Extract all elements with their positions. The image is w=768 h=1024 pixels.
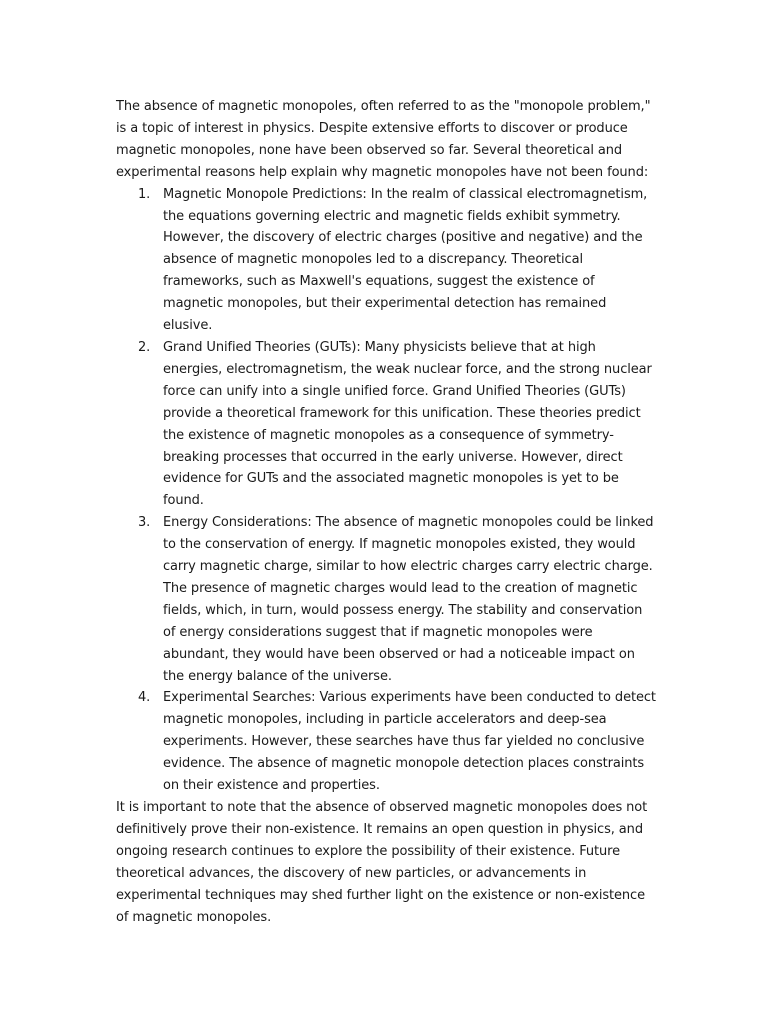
list-item-text: Energy Considerations: The absence of magnetic monopoles could be linked to the conservation of energy. If magnetic monopoles existed, they would carry magnetic charge, similar to how electric charges carry electric charge. The presence of magnetic charges would lead to the creation of magnetic fields, which, in turn, would possess energy. The stability and conservation of energy considerations suggest that if magnetic monopoles were abundant, they would have been observed or had a noticeable impact on the energy balance of the universe. <box>163 515 654 684</box>
conclusion-paragraph: It is important to note that the absence of observed magnetic monopoles does not definitively prove their non-existence. It remains an open question in physics, and ongoing research continues to explore the possibility of their existence. Future theoretical advances, the discovery of new particles, or advancements in experimental techniques may shed further light on the existence or non-existence of magnetic monopoles. <box>116 800 648 925</box>
document-page <box>116 96 656 928</box>
list-item-number: 1. <box>138 186 151 202</box>
list-item <box>116 184 656 337</box>
list-item <box>116 512 656 687</box>
list-item-number: 4. <box>138 690 151 706</box>
list-item-number: 2. <box>138 339 151 355</box>
list-item-text: Grand Unified Theories (GUTs): Many physicists believe that at high energies, electromagnetism, the weak nuclear force, and the strong nuclear force can unify into a single unified force. Grand Unified Theories (GUTs) provide a theoretical framework for this unification. These theories predict the existence of magnetic monopoles as a consequence of symmetry-breaking processes that occurred in the early universe. However, direct evidence for GUTs and the associated magnetic monopoles is yet to be found. <box>163 339 652 509</box>
list-item-text: Experimental Searches: Various experiments have been conducted to detect magnetic monopoles, including in particle accelerators and deep-sea experiments. However, these searches have thus far yielded no conclusive evidence. The absence of magnetic monopole detection places constraints on their existence and properties. <box>163 690 656 794</box>
list-item <box>116 687 656 797</box>
intro-paragraph: The absence of magnetic monopoles, often referred to as the "monopole problem," is a topic of interest in physics. Despite extensive efforts to discover or produce magnetic monopoles, none have been observed so far. Several theoretical and experimental reasons help explain why magnetic monopoles have not been found: <box>116 99 651 180</box>
reasons-list <box>116 184 656 797</box>
list-item-text: Magnetic Monopole Predictions: In the realm of classical electromagnetism, the equations governing electric and magnetic fields exhibit symmetry. However, the discovery of electric charges (positive and negative) and the absence of magnetic monopoles led to a discrepancy. Theoretical frameworks, such as Maxwell's equations, suggest the existence of magnetic monopoles, but their experimental detection has remained elusive. <box>163 186 648 334</box>
list-item-number: 3. <box>138 515 151 531</box>
list-item <box>116 337 656 512</box>
